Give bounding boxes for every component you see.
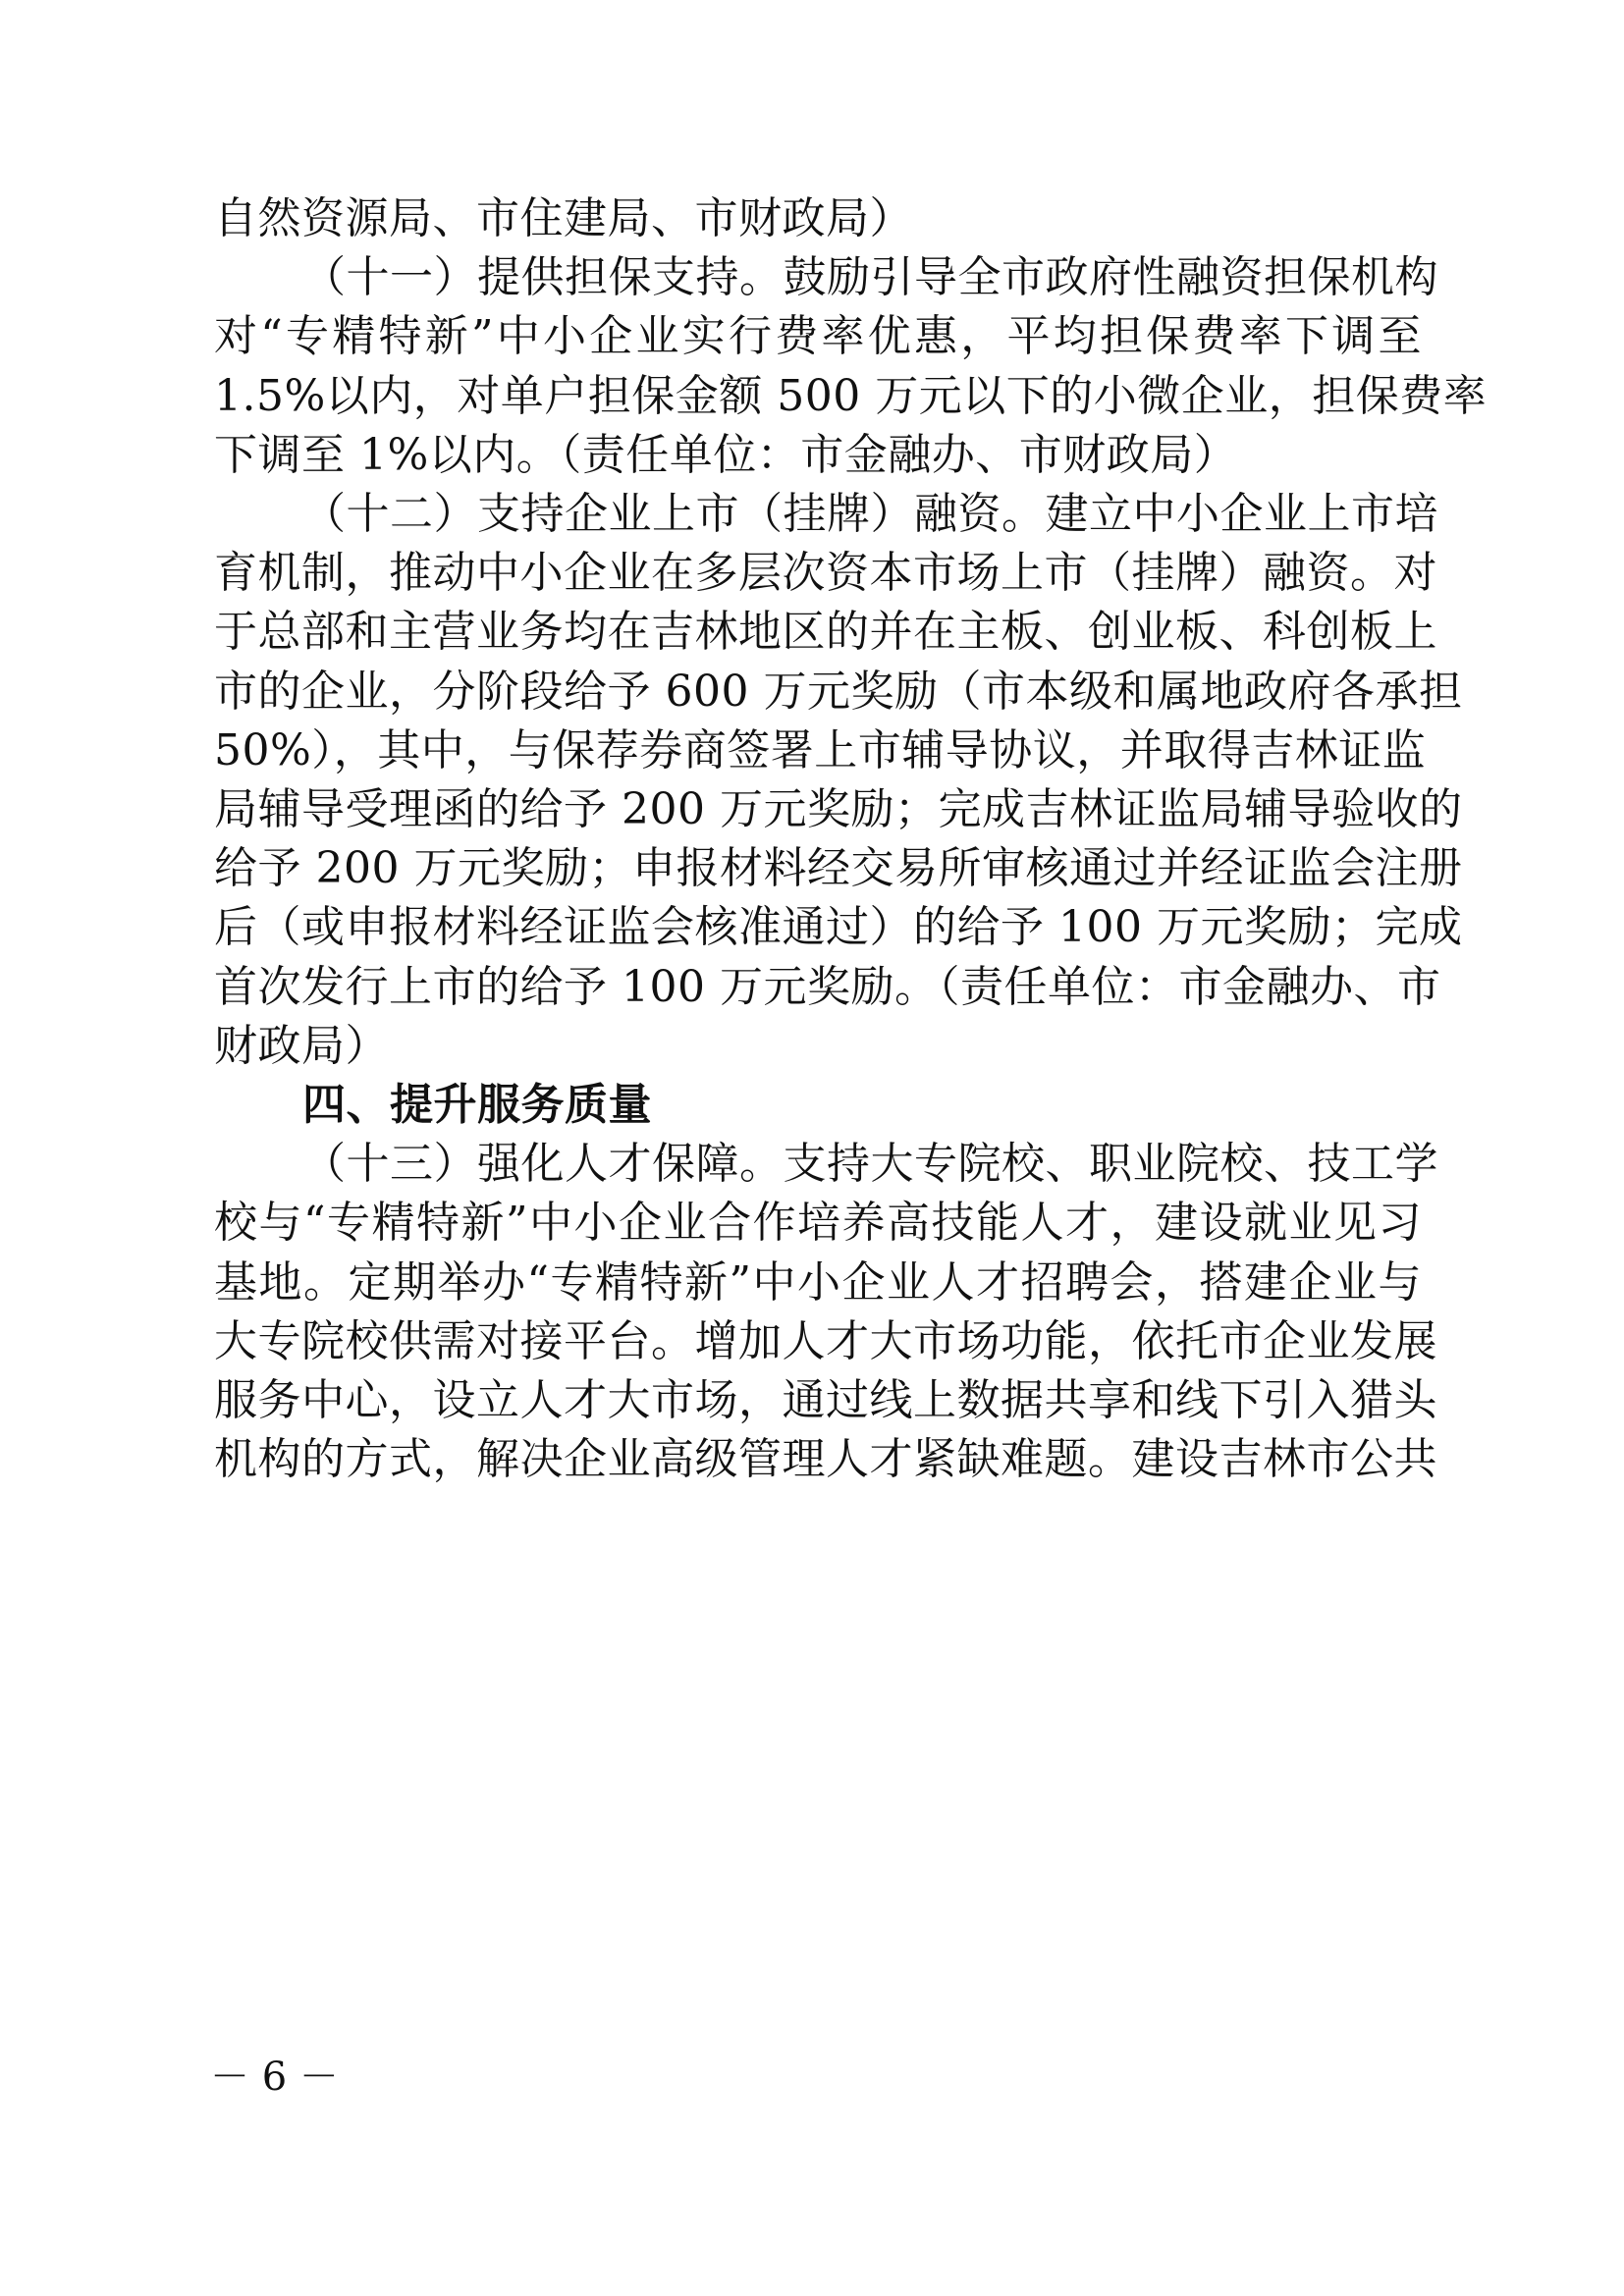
text-line: （十三）强化人才保障。支持大专院校、职业院校、技工学 — [302, 1139, 1438, 1189]
text-line: 后（或申报材料经证监会核准通过）的给予 100 万元奖励；完成 — [214, 902, 1463, 952]
text-line: （十二）支持企业上市（挂牌）融资。建立中小企业上市培 — [302, 489, 1438, 539]
text-line: 大专院校供需对接平台。增加人才大市场功能，依托市企业发展 — [214, 1316, 1437, 1366]
text-line: 自然资源局、市住建局、市财政局） — [214, 193, 913, 243]
text-line: 1.5%以内，对单户担保金额 500 万元以下的小微企业，担保费率 — [214, 371, 1488, 421]
text-line: 校与“专精特新”中小企业合作培养高技能人才，建设就业见习 — [214, 1198, 1422, 1248]
text-line: 对“专精特新”中小企业实行费率优惠，平均担保费率下调至 — [214, 311, 1422, 361]
text-line: （十一）提供担保支持。鼓励引导全市政府性融资担保机构 — [302, 252, 1438, 302]
text-line: 财政局） — [214, 1021, 389, 1071]
text-line: 下调至 1%以内。（责任单位：市金融办、市财政局） — [214, 430, 1238, 480]
section-heading: 四、提升服务质量 — [302, 1080, 652, 1130]
text-line: 给予 200 万元奖励；申报材料经交易所审核通过并经证监会注册 — [214, 843, 1463, 893]
text-line: 于总部和主营业务均在吉林地区的并在主板、创业板、科创板上 — [214, 607, 1437, 657]
text-line: 机构的方式，解决企业高级管理人才紧缺难题。建设吉林市公共 — [214, 1434, 1437, 1484]
text-line: 首次发行上市的给予 100 万元奖励。（责任单位：市金融办、市 — [214, 962, 1441, 1012]
text-line: 局辅导受理函的给予 200 万元奖励；完成吉林证监局辅导验收的 — [214, 784, 1463, 834]
text-line: 市的企业，分阶段给予 600 万元奖励（市本级和属地政府各承担 — [214, 667, 1463, 717]
page-number: － 6 － — [210, 2055, 339, 2100]
text-line: 服务中心，设立人才大市场，通过线上数据共享和线下引入猎头 — [214, 1375, 1437, 1425]
text-line: 50%），其中，与保荐券商签署上市辅导协议，并取得吉林证监 — [214, 725, 1427, 775]
text-line: 育机制，推动中小企业在多层次资本市场上市（挂牌）融资。对 — [214, 548, 1437, 598]
text-line: 基地。定期举办“专精特新”中小企业人才招聘会，搭建企业与 — [214, 1257, 1422, 1308]
